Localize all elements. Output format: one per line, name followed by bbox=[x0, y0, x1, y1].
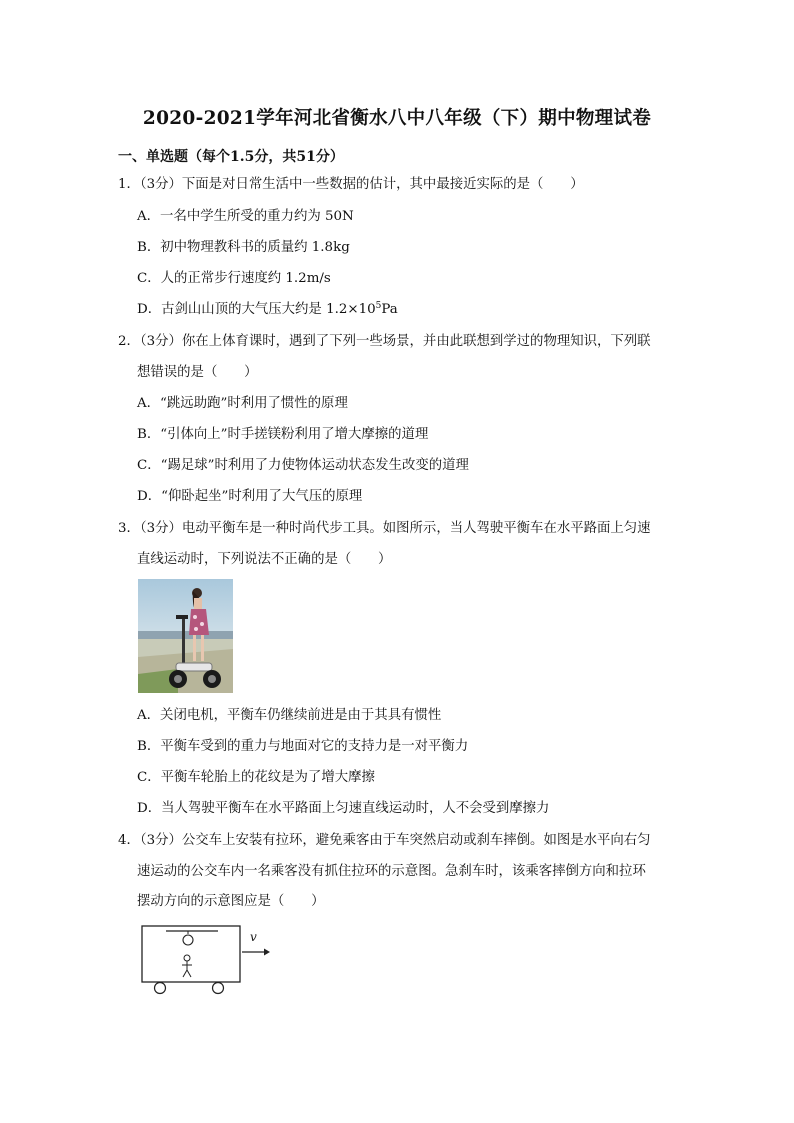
question-1-option-a: A．一名中学生所受的重力约为 50N bbox=[137, 209, 354, 224]
question-3-option-a: A．关闭电机，平衡车仍继续前进是由于其具有惯性 bbox=[137, 708, 442, 723]
question-3-option-d: D．当人驾驶平衡车在水平路面上匀速直线运动时，人不会受到摩擦力 bbox=[137, 801, 550, 816]
question-1-option-c: C．人的正常步行速度约 1.2m/s bbox=[137, 271, 331, 286]
question-1-stem: 1．（3分）下面是对日常生活中一些数据的估计，其中最接近实际的是（ ） bbox=[118, 177, 584, 192]
question-1-option-b: B．初中物理教科书的质量约 1.8kg bbox=[137, 240, 350, 255]
question-3-stem-cont: 直线运动时，下列说法不正确的是（ ） bbox=[137, 552, 392, 567]
velocity-label: v bbox=[250, 930, 257, 944]
question-4-stem-cont-2: 摆动方向的示意图应是（ ） bbox=[137, 894, 325, 909]
option-d-text: D．古剑山山顶的大气压大约是 1.2×10 bbox=[137, 302, 376, 317]
page-title: 2020-2021学年河北省衡水八中八年级（下）期中物理试卷 bbox=[142, 108, 652, 129]
question-3-option-c: C．平衡车轮胎上的花纹是为了增大摩擦 bbox=[137, 770, 375, 785]
question-2-option-c: C．“踢足球”时利用了力使物体运动状态发生改变的道理 bbox=[137, 458, 469, 473]
question-3-stem: 3．（3分）电动平衡车是一种时尚代步工具。如图所示，当人驾驶平衡车在水平路面上匀速 bbox=[118, 521, 651, 536]
question-2-stem-cont: 想错误的是（ ） bbox=[137, 365, 258, 380]
question-3-option-b: B．平衡车受到的重力与地面对它的支持力是一对平衡力 bbox=[137, 739, 469, 754]
question-2-option-b: B．“引体向上”时手搓镁粉利用了增大摩擦的道理 bbox=[137, 427, 429, 442]
balance-scooter-photo bbox=[138, 579, 233, 693]
question-4-stem: 4．（3分）公交车上安装有拉环，避免乘客由于车突然启动或刹车摔倒。如图是水平向右匀 bbox=[118, 833, 651, 848]
question-2-option-a: A．“跳远助跑”时利用了惯性的原理 bbox=[137, 396, 348, 411]
question-2-option-d: D．“仰卧起坐”时利用了大气压的原理 bbox=[137, 489, 363, 504]
option-d-exponent: 5 bbox=[375, 301, 382, 311]
question-4-stem-cont-1: 速运动的公交车内一名乘客没有抓住拉环的示意图。急刹车时，该乘客摔倒方向和拉环 bbox=[137, 864, 646, 879]
question-1-option-d bbox=[137, 301, 398, 319]
option-d-unit: Pa bbox=[381, 302, 398, 317]
section-heading: 一、单选题（每个1.5分，共51分） bbox=[118, 149, 344, 165]
question-2-stem: 2．（3分）你在上体育课时，遇到了下列一些场景，并由此联想到学过的物理知识，下列联 bbox=[118, 334, 651, 349]
